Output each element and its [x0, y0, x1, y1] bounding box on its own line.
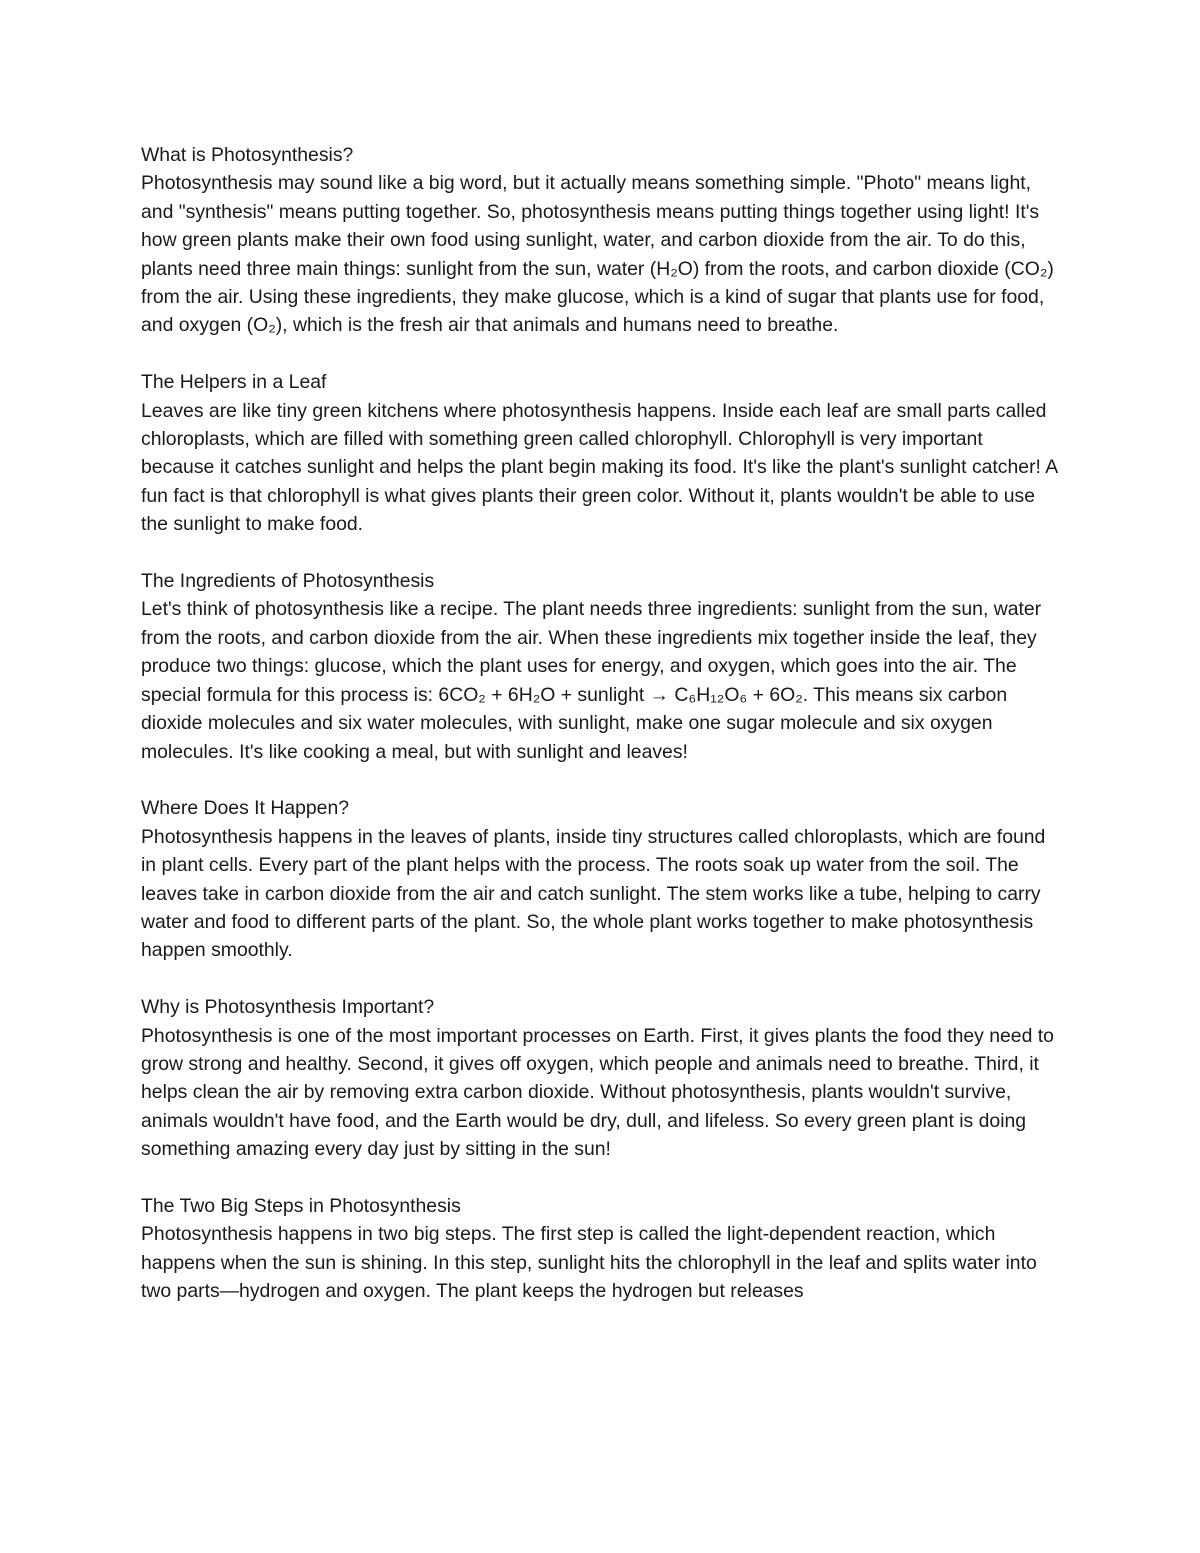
section-ingredients	[141, 567, 1059, 766]
section-paragraph: Leaves are like tiny green kitchens where photosynthesis happens. Inside each leaf are small parts called chloroplasts, which are filled with something green called chlorophyll. Chlorophyll is very important because it catches sunlight and helps the plant begin making its food. It's like the plant's sunlight catcher! A fun fact is that chlorophyll is what gives plants their green color. Without it, plants wouldn't be able to use the sunlight to make food.	[141, 399, 1058, 536]
section-heading: The Helpers in a Leaf	[141, 371, 327, 394]
section-paragraph: Photosynthesis happens in the leaves of plants, inside tiny structures called chloroplasts, which are found in plant cells. Every part of the plant helps with the process. The roots soak up water from the soil. The leaves take in carbon dioxide from the air and catch sunlight. The stem works like a tube, helping to carry water and food to different parts of the plant. So, the whole plant works together to make photosynthesis happen smoothly.	[141, 825, 1046, 962]
section-heading: Why is Photosynthesis Important?	[141, 996, 435, 1019]
section-heading: What is Photosynthesis?	[141, 144, 354, 166]
section-why-important	[141, 993, 1059, 1163]
section-paragraph: Let's think of photosynthesis like a recipe. The plant needs three ingredients: sunlight from the sun, water from the roots, and carbon dioxide from the air. When these ingredients mix together inside the leaf, they produce two things: glucose, which the plant uses for energy, and oxygen, which goes into the air. The special formula for this process is: 6CO₂ + 6H₂O + sunlight → C₆H₁₂O₆ + 6O₂. This means six carbon dioxide molecules and six water molecules, with sunlight, make one sugar molecule and six oxygen molecules. It's like cooking a meal, but with sunlight and leaves!	[141, 598, 1042, 763]
section-heading: The Ingredients of Photosynthesis	[141, 570, 435, 593]
section-heading: The Two Big Steps in Photosynthesis	[141, 1194, 461, 1217]
section-paragraph: Photosynthesis happens in two big steps. The first step is called the light-dependent reaction, which happens when the sun is shining. In this step, sunlight hits the chlorophyll in the leaf and splits water into two parts—hydrogen and oxygen. The plant keeps the hydrogen but releases	[141, 1223, 1037, 1303]
section-paragraph: Photosynthesis is one of the most important processes on Earth. First, it gives plants the food they need to grow strong and healthy. Second, it gives off oxygen, which people and animals need to breathe. Third, it helps clean the air by removing extra carbon dioxide. Without photosynthesis, plants wouldn't survive, animals wouldn't have food, and the Earth would be dry, dull, and lifeless. So every green plant is doing something amazing every day just by sitting in the sun!	[141, 1024, 1054, 1161]
section-helpers-in-a-leaf	[141, 368, 1059, 538]
document-page	[141, 141, 1059, 1334]
section-paragraph: Photosynthesis may sound like a big word, but it actually means something simple. "Photo" means light, and "synthesis" means putting together. So, photosynthesis means putting things together using light! It's how green plants make their own food using sunlight, water, and carbon dioxide from the air. To do this, plants need three main things: sunlight from the sun, water (H₂O) from the roots, and carbon dioxide (CO₂) from the air. Using these ingredients, they make glucose, which is a kind of sugar that plants use for food, and oxygen (O₂), which is the fresh air that animals and humans need to breathe.	[141, 172, 1054, 337]
section-where-does-it-happen	[141, 794, 1059, 964]
section-what-is-photosynthesis	[141, 141, 1059, 340]
section-two-big-steps	[141, 1192, 1059, 1306]
section-heading: Where Does It Happen?	[141, 797, 350, 820]
